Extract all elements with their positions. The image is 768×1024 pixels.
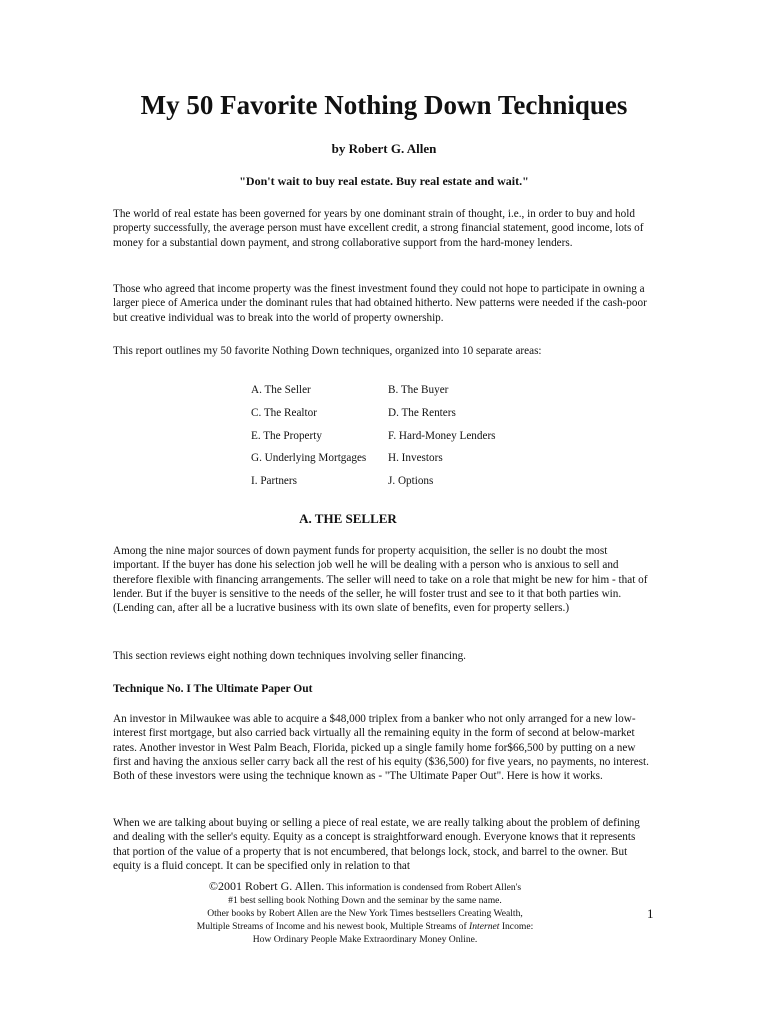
- area-item: A. The Seller: [251, 384, 311, 396]
- seller-paragraph-1: Among the nine major sources of down payment funds for property acquisition, the seller is no doubt the most important. If the buyer has done his selection job well he will be dealing with a person who is anxious to sell and therefore flexible with financing arrangements. The seller will need to take on a role that might be new for him - that of lender. But if the buyer is sensitive to the needs of the seller, he will foster trust and see to it that both parties win. (Lending can, after all be a lucrative business with its own slate of benefits, even for property sellers.): [113, 545, 648, 615]
- author-byline: by Robert G. Allen: [331, 141, 437, 156]
- area-item: F. Hard-Money Lenders: [388, 429, 496, 442]
- areas-row: [251, 470, 551, 493]
- page-number: 1: [647, 906, 654, 921]
- area-item: G. Underlying Mortgages: [251, 452, 367, 465]
- area-item: J. Options: [388, 475, 434, 488]
- areas-row: [251, 402, 551, 425]
- footer-italic-text: Internet: [469, 921, 500, 932]
- footer-line-1: [140, 880, 590, 894]
- footer-line-3: Other books by Robert Allen are the New York Times bestsellers Creating Wealth,: [207, 908, 523, 919]
- area-item: D. The Renters: [388, 406, 456, 419]
- footer-text: Income:: [499, 921, 534, 932]
- page-footer: [140, 880, 590, 946]
- area-item: B. The Buyer: [388, 384, 449, 396]
- epigraph-quote: "Don't wait to buy real estate. Buy real estate and wait.": [239, 174, 529, 188]
- areas-row: [251, 379, 551, 402]
- areas-row: [251, 425, 551, 448]
- areas-list: [251, 379, 551, 493]
- area-item: I. Partners: [251, 475, 297, 488]
- footer-line-4: [140, 920, 590, 933]
- technique-paragraph-1: An investor in Milwaukee was able to acquire a $48,000 triplex from a banker who not only arranged for a new low-interest first mortgage, but also carried back virtually all the remaining equity in the form of second at below-market rates. Another investor in West Palm Beach, Florida, picked up a single family home for$66,500 by putting on a new first and having the anxious seller carry back all the rest of his equity ($36,500) for five years, no payments, no interest. Both of these investors were using the technique known as - "The Ultimate Paper Out". Here is how it works.: [113, 713, 649, 783]
- intro-paragraph-1: The world of real estate has been governed for years by one dominant strain of thought, i.e., in order to buy and hold property successfully, the average person must have excellent credit, a strong financial statement, good income, lots of money for a substantial down payment, and strong collaborative support from the hard-money lenders.: [113, 208, 644, 249]
- technique-heading: Technique No. I The Ultimate Paper Out: [113, 683, 313, 695]
- areas-row: [251, 447, 551, 470]
- footer-line-5: How Ordinary People Make Extraordinary Money Online.: [252, 934, 478, 945]
- area-item: E. The Property: [251, 429, 322, 442]
- footer-line-2: #1 best selling book Nothing Down and the seminar by the same name.: [228, 895, 502, 906]
- footer-text: Multiple Streams of Income and his newest book, Multiple Streams of: [196, 921, 470, 932]
- section-heading-seller: A. THE SELLER: [299, 511, 397, 526]
- footer-text: This information is condensed from Robert Allen's: [326, 882, 522, 893]
- copyright-notice: ©2001 Robert G. Allen.: [208, 879, 325, 893]
- seller-paragraph-2: This section reviews eight nothing down techniques involving seller financing.: [113, 650, 466, 662]
- technique-paragraph-2: When we are talking about buying or selling a piece of real estate, we are really talking about the problem of defining and dealing with the seller's equity. Equity as a concept is straightforward enough. Everyone knows that it represents that portion of the value of a property that is not encumbered, that belongs lock, stock, and barrel to the owner. But equity is a fluid concept. It can be specified only in relation to that: [113, 817, 640, 872]
- document-title: My 50 Favorite Nothing Down Techniques: [140, 90, 628, 120]
- area-item: H. Investors: [388, 452, 443, 465]
- intro-paragraph-3: This report outlines my 50 favorite Nothing Down techniques, organized into 10 separate areas:: [113, 345, 542, 357]
- area-item: C. The Realtor: [251, 406, 317, 419]
- intro-paragraph-2: Those who agreed that income property was the finest investment found they could not hope to participate in owning a larger piece of America under the dominant rules that had obtained hitherto. New patterns were needed if the cash-poor but creative individual was to break into the world of property ownership.: [113, 283, 647, 324]
